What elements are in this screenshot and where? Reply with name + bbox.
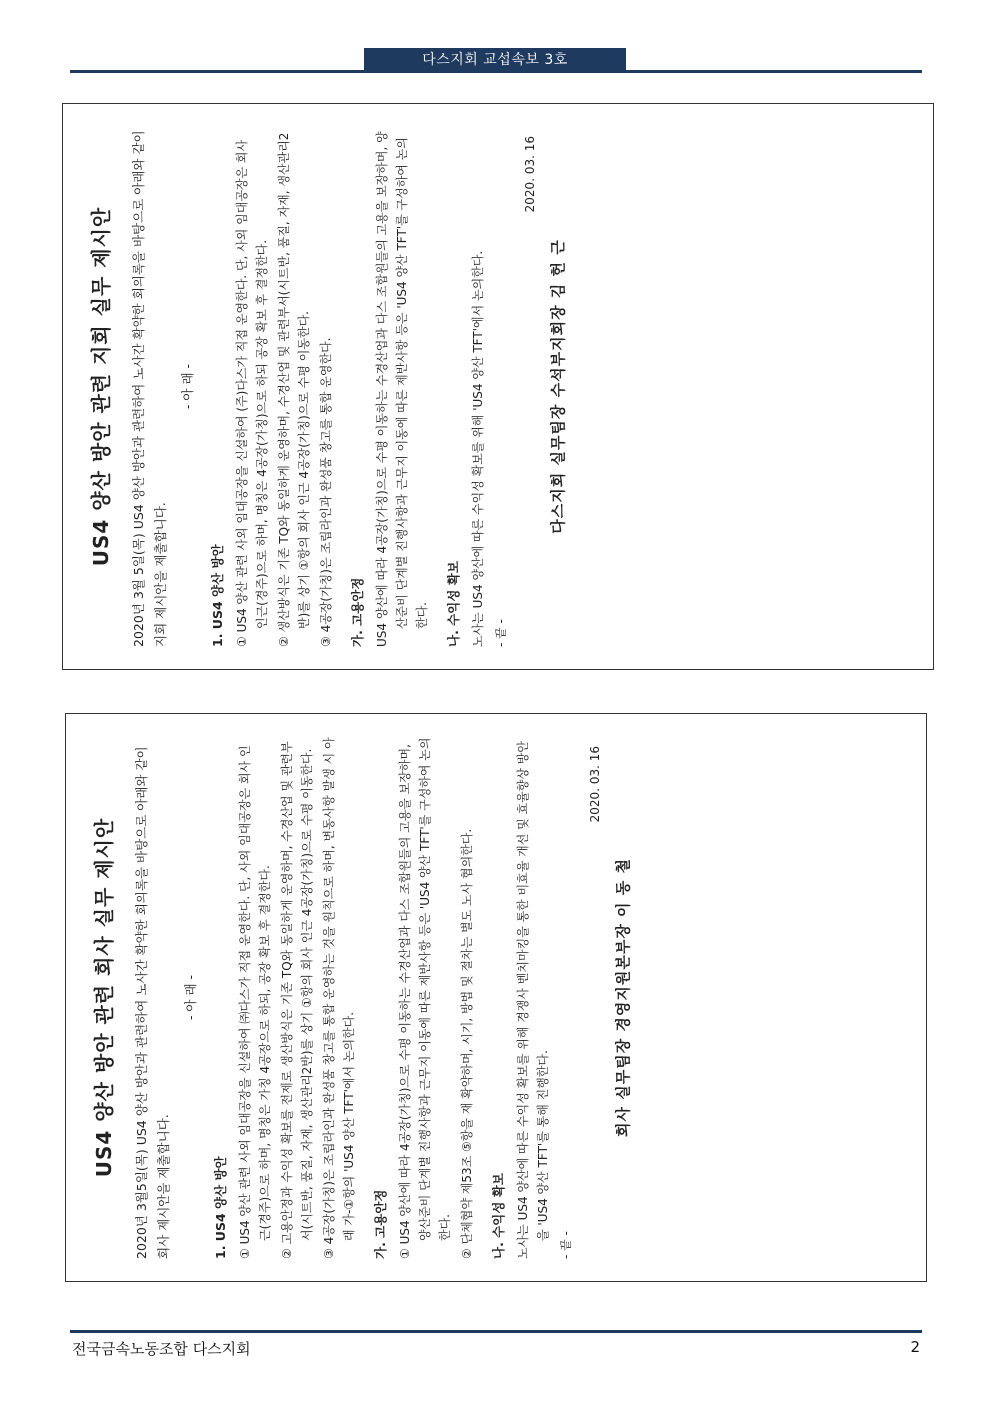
company-section-1-item: ② 고용안정과 수익성 확보를 전제로 생산방식은 기존 TQ와 동일하게 운영하며, 수경산업 및 관련부서(시트반, 품질, 자재, 생산관리2반)를 상기 ①항의 회사 인근 4공장(가칭)으로 수평 이동한다. xyxy=(280,741,314,1259)
header-rule xyxy=(70,70,922,73)
union-end-marker: - 끝 - xyxy=(494,619,508,647)
company-proposal-below-marker: - 아 래 - xyxy=(183,974,198,1021)
union-section-ga-heading: 가. 고용안정 xyxy=(350,577,365,647)
company-end-marker: - 끝 - xyxy=(559,1231,573,1259)
union-proposal-date: 2020. 03. 16 xyxy=(523,136,537,213)
company-proposal-intro: 2020년 3월5일(목) US4 양산 방안과 관련하여 노사간 확약한 회의록을 바탕으로 아래와 같이 회사 제시안을 제출합니다. xyxy=(134,746,171,1259)
company-section-ga-heading: 가. 고용안정 xyxy=(373,1189,388,1259)
company-proposal-date: 2020. 03. 16 xyxy=(588,746,602,823)
newsletter-title: 다스지회 교섭속보 3호 xyxy=(364,48,626,70)
union-section-1-item: ② 생산방식은 기존 TQ와 동일하게 운영하며, 수경산업 및 관련부서(시트반, 품질, 자재, 생산관리2반)를 상기 ①항의 회사 인근 4공장(가칭)으로 수평 이동한다. xyxy=(277,132,311,647)
union-section-ga-text: US4 양산에 따라 4공장(가칭)으로 수평 이동하는 수경산업과 다스 조합원들의 고용을 보장하며, 양산준비 단계별 진행사항과 근무지 이동에 따른 제반사항 등은 'US4 양산 TFT'를 구성하여 논의한다. xyxy=(375,131,429,647)
company-proposal-document xyxy=(65,713,927,1282)
company-section-na-heading: 나. 수익성 확보 xyxy=(491,1173,506,1259)
union-section-na-text: 노사는 US4 양산에 따른 수익성 확보를 위해 'US4 양산 TFT'에서 논의한다. xyxy=(471,250,485,647)
union-proposal-signature: 다스지회 실무팀장 수석부지회장 김 헌 근 xyxy=(549,239,567,534)
union-section-1-item: ③ 4공장(가칭)은 조립라인과 완성품 창고를 통합 운영한다. xyxy=(319,337,333,647)
company-section-ga-item: ① US4 양산에 따라 4공장(가칭)으로 수평 이동하는 수경산업과 다스 조합원들의 고용을 보장하며, 양산준비 단계별 진행사항과 근무지 이동에 따른 제반사항 등은 'US4 양산 TFT'를 구성하여 논의한다. xyxy=(398,737,452,1259)
union-section-na-heading: 나. 수익성 확보 xyxy=(446,561,461,647)
footer-rule xyxy=(70,1330,922,1333)
company-proposal-title: US4 양산 방안 관련 회사 실무 제시안 xyxy=(92,817,116,1178)
union-proposal-intro: 2020년 3월 5일(목) US4 양산 방안과 관련하여 노사간 확약한 회의록을 바탕으로 아래와 같이 지회 제시안을 제출합니다. xyxy=(131,130,168,647)
union-proposal-document xyxy=(62,103,934,670)
company-proposal-signature: 회사 실무팀장 경영지원본부장 이 동 철 xyxy=(614,858,632,1137)
union-proposal-title: US4 양산 방안 관련 지회 실무 제시안 xyxy=(89,206,113,567)
page-number: 2 xyxy=(910,1338,920,1356)
union-section-1-item: ① US4 양산 관련 사외 임대공장을 신설하여 (주)다스가 직접 운영한다. 단, 사외 임대공장은 회사 인근(경주)으로 하며, 명칭은 4공장(가칭)으로 하되 공장 확보 후 결정한다. xyxy=(235,139,269,647)
company-section-ga-item: ② 단체협약 제53조 ⑤항을 재 확약하며, 시기, 방법 및 절차는 별도 노사 협의한다. xyxy=(460,828,474,1259)
company-section-1-item: ③ 4공장(가칭)은 조립라인과 완성품 창고를 통합 운영하는 것을 원칙으로 하며, 변동사항 발생 시 아래 가-①항의 'US4 양산 TFT'에서 논의한다. xyxy=(322,737,356,1259)
union-proposal-below-marker: - 아 래 - xyxy=(180,363,195,410)
company-section-1-heading: 1. US4 양산 방안 xyxy=(213,1156,228,1259)
union-section-1-heading: 1. US4 양산 방안 xyxy=(210,544,225,647)
company-section-na-text: 노사는 US4 양산에 따른 수익성 확보를 위해 경쟁사 벤치마킹을 통한 비효율 개선 및 효율향상 방안을 'US4 양산 TFT'를 통해 진행한다. xyxy=(516,741,550,1259)
footer-organization: 전국금속노동조합 다스지회 xyxy=(72,1340,251,1358)
company-section-1-item: ① US4 양산 관련 사외 임대공장을 신설하여 ㈜다스가 직접 운영한다. 단, 사외 임대공장은 회사 인근(경주)으로 하며, 명칭은 가칭 4공장으로 하되, 공장 확보 후 결정한다. xyxy=(238,745,272,1259)
